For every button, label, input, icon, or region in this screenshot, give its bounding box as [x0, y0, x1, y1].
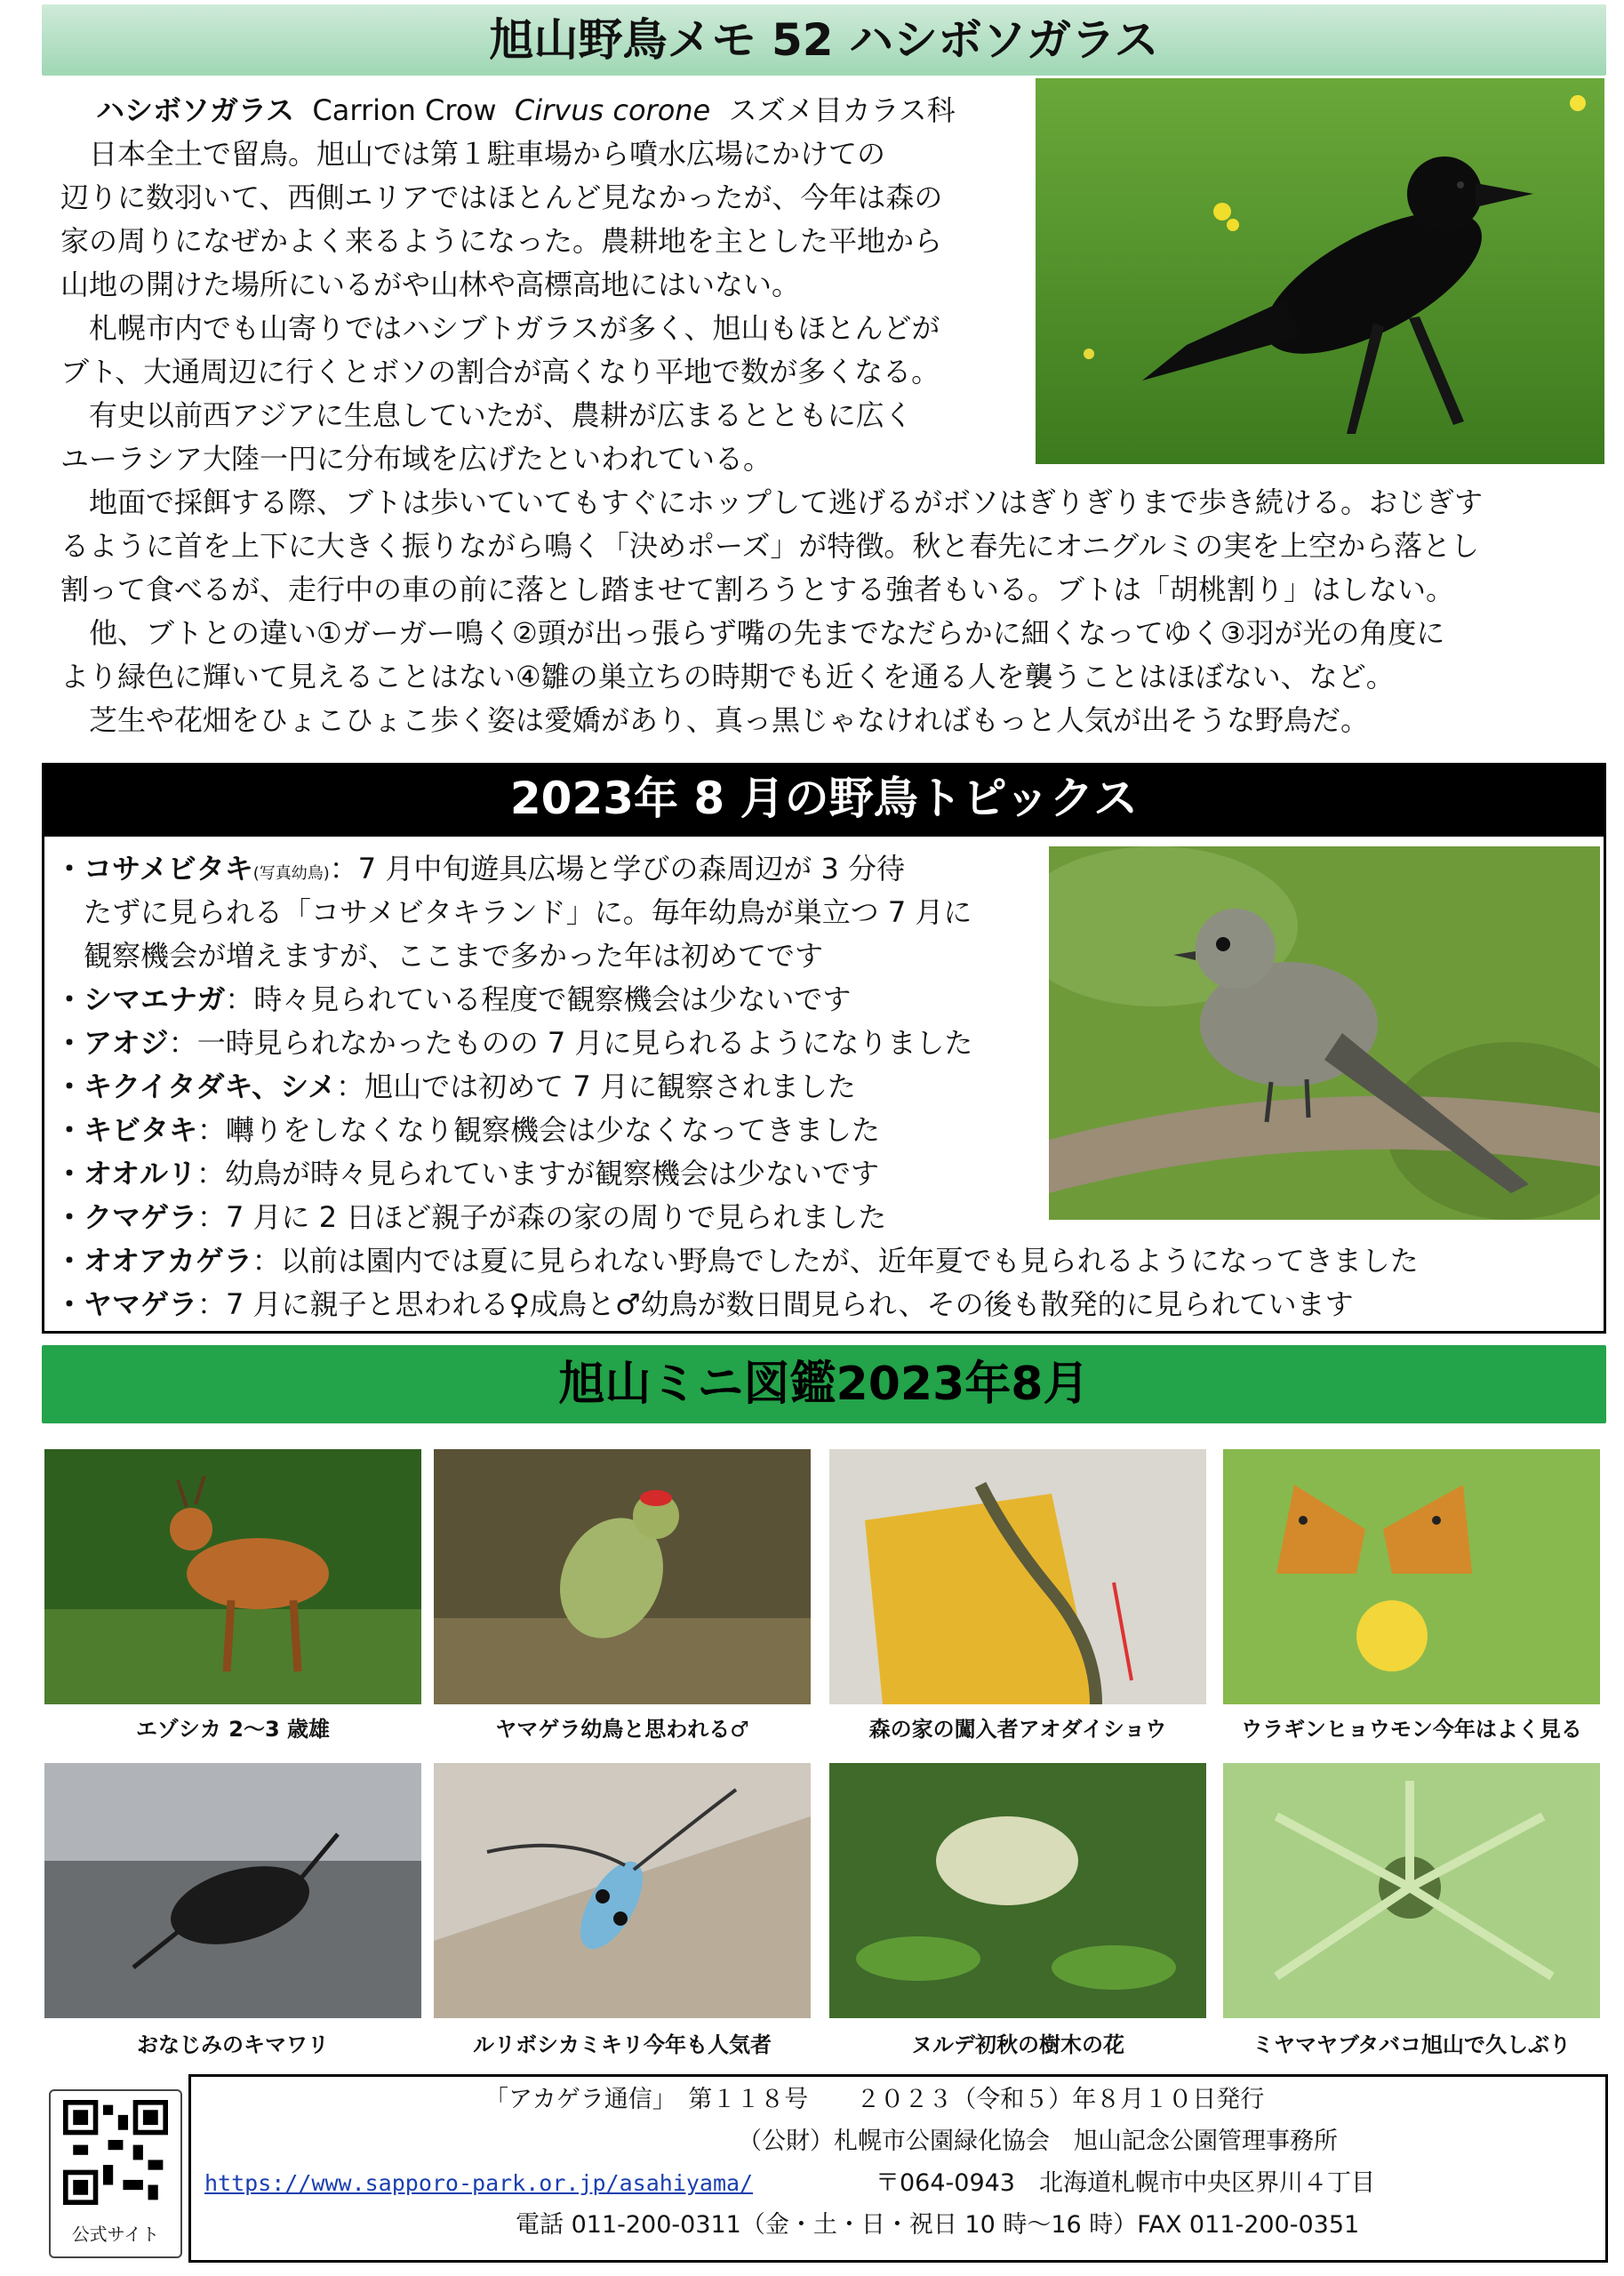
nurude-flower-photo — [829, 1763, 1206, 2018]
topic-line: ・クマゲラ：7 月に 2 日ほど親子が森の家の周りで見られました — [55, 1200, 887, 1234]
species-family: スズメ目カラス科 — [728, 93, 956, 127]
zukan-caption: おなじみのキマワリ — [137, 2032, 329, 2057]
topic-line: ・オオアカゲラ：以前は園内では夏に見られない野鳥でしたが、近年夏でも見られるようになってきました — [55, 1244, 1419, 1278]
topic-line: ・キクイタダキ、シメ：旭山では初めて 7 月に観察されました — [55, 1070, 856, 1103]
memo-line: 日本全土で留鳥。旭山では第１駐車場から噴水広場にかけての — [60, 137, 886, 171]
zukan-caption: ウラギンヒョウモン今年はよく見る — [1241, 1717, 1582, 1742]
species-header — [96, 89, 956, 132]
zukan-caption: ルリボシカミキリ今年も人気者 — [473, 2032, 772, 2057]
miyamayabutabako-photo — [1223, 1763, 1600, 2018]
memo-banner — [42, 4, 1606, 76]
topics-banner: 2023年 8 月の野鳥トピックス — [42, 763, 1606, 834]
qr-code-box[interactable] — [49, 2089, 182, 2258]
qr-code-icon — [63, 2100, 168, 2205]
topic-line: ・オオルリ：幼鳥が時々見られていますが観察機会は少ないです — [55, 1157, 880, 1190]
topic-line: たずに見られる「コサメビタキランド」に。毎年幼鳥が巣立つ 7 月に — [55, 895, 972, 929]
topic-line: ・シマエナガ：時々見られている程度で観察機会は少ないです — [55, 982, 852, 1016]
zukan-caption: ヌルデ初秋の樹木の花 — [911, 2032, 1124, 2057]
footer-phone: 電話 011-200-0311（金・土・日・祝日 10 時～16 時）FAX 011-200-0351 — [516, 2211, 1360, 2239]
memo-line: 辺りに数羽いて、西側エリアではほとんど見なかったが、今年は森の — [60, 180, 943, 214]
memo-line: 割って食べるが、走行中の車の前に落とし踏ませて割ろうとする強者もいる。ブトは「胡桃割り」はしない。 — [60, 573, 1455, 606]
footer-url-link[interactable]: https://www.sapporo-park.or.jp/asahiyama/ — [204, 2170, 754, 2196]
footer-address: 〒064-0943 北海道札幌市中央区界川４丁目 — [876, 2169, 1375, 2197]
zukan-caption: 森の家の闖入者アオダイショウ — [868, 1717, 1167, 1742]
topic-line: ・ヤマゲラ：7 月に親子と思われる♀成鳥と♂幼鳥が数日間見られ、その後も散発的に見られています — [55, 1287, 1354, 1321]
memo-title: 旭山野鳥メモ 52 ハシボソガラス — [489, 14, 1159, 66]
woodpecker-photo — [434, 1449, 811, 1704]
snake-photo — [829, 1449, 1206, 1704]
topic-line: ・キビタキ：囀りをしなくなり観察機会は少なくなってきました — [55, 1113, 881, 1147]
qr-label: 公式サイト — [71, 2224, 160, 2245]
topic-line: ・コサメビタキ(写真幼鳥)：7 月中旬遊具広場と学びの森周辺が 3 分待 — [55, 852, 906, 886]
footer-organization: （公財）札幌市公園緑化協会 旭山記念公園管理事務所 — [738, 2128, 1338, 2155]
memo-line: 札幌市内でも山寄りではハシブトガラスが多く、旭山もほとんどが — [60, 311, 940, 345]
butterfly-photo — [1223, 1449, 1600, 1704]
species-name-en: Carrion Crow — [312, 93, 497, 127]
zukan-caption: ヤマゲラ幼鳥と思われる♂ — [495, 1717, 749, 1742]
crow-photo — [1036, 78, 1604, 464]
zukan-banner: 旭山ミニ図鑑2023年8月 — [42, 1345, 1606, 1423]
flycatcher-photo — [1049, 846, 1600, 1220]
memo-line: 芝生や花畑をひょこひょこ歩く姿は愛嬌があり、真っ黒じゃなければもっと人気が出そうな野鳥だ。 — [60, 703, 1370, 737]
memo-line: より緑色に輝いて見えることはない④雛の巣立ちの時期でも近くを通る人を襲うことはほぼない、など。 — [60, 660, 1395, 693]
topic-line: 観察機会が増えますが、ここまで多かった年は初めてです — [55, 939, 824, 973]
memo-line: ブト、大通周辺に行くとボソの割合が高くなり平地で数が多くなる。 — [60, 355, 940, 389]
beetle-photo — [44, 1763, 421, 2018]
memo-line: 他、ブトとの違い①ガーガー鳴く②頭が出っ張らず嘴の先までなだらかに細くなってゆく③羽が光の角度に — [60, 616, 1445, 650]
longhorn-beetle-photo — [434, 1763, 811, 2018]
memo-line: 地面で採餌する際、ブトは歩いていてもすぐにホップして逃げるがボソはぎりぎりまで歩き続ける。おじぎす — [60, 485, 1484, 519]
species-name-jp: ハシボソガラス — [96, 93, 295, 127]
memo-line: 有史以前西アジアに生息していたが、農耕が広まるとともに広く — [60, 398, 913, 432]
memo-line: るように首を上下に大きく振りながら鳴く「決めポーズ」が特徴。秋と春先にオニグルミの実を上空から落とし — [60, 529, 1480, 563]
deer-photo — [44, 1449, 421, 1704]
footer-issue: 「アカゲラ通信」 第１１８号 ２０２３（令和５）年８月１０日発行 — [484, 2086, 1265, 2113]
zukan-caption: エゾシカ 2～3 歳雄 — [135, 1717, 331, 1742]
zukan-caption: ミヤマヤブタバコ旭山で久しぶり — [1252, 2032, 1572, 2057]
memo-line: 山地の開けた場所にいるがや山林や高標高地にはいない。 — [60, 268, 801, 301]
memo-line: 家の周りになぜかよく来るようになった。農耕地を主とした平地から — [60, 224, 943, 258]
memo-line: ユーラシア大陸一円に分布域を広げたといわれている。 — [60, 442, 772, 476]
species-name-latin: Cirvus corone — [514, 93, 711, 127]
topic-line: ・アオジ：一時見られなかったものの 7 月に見られるようになりました — [55, 1026, 973, 1060]
